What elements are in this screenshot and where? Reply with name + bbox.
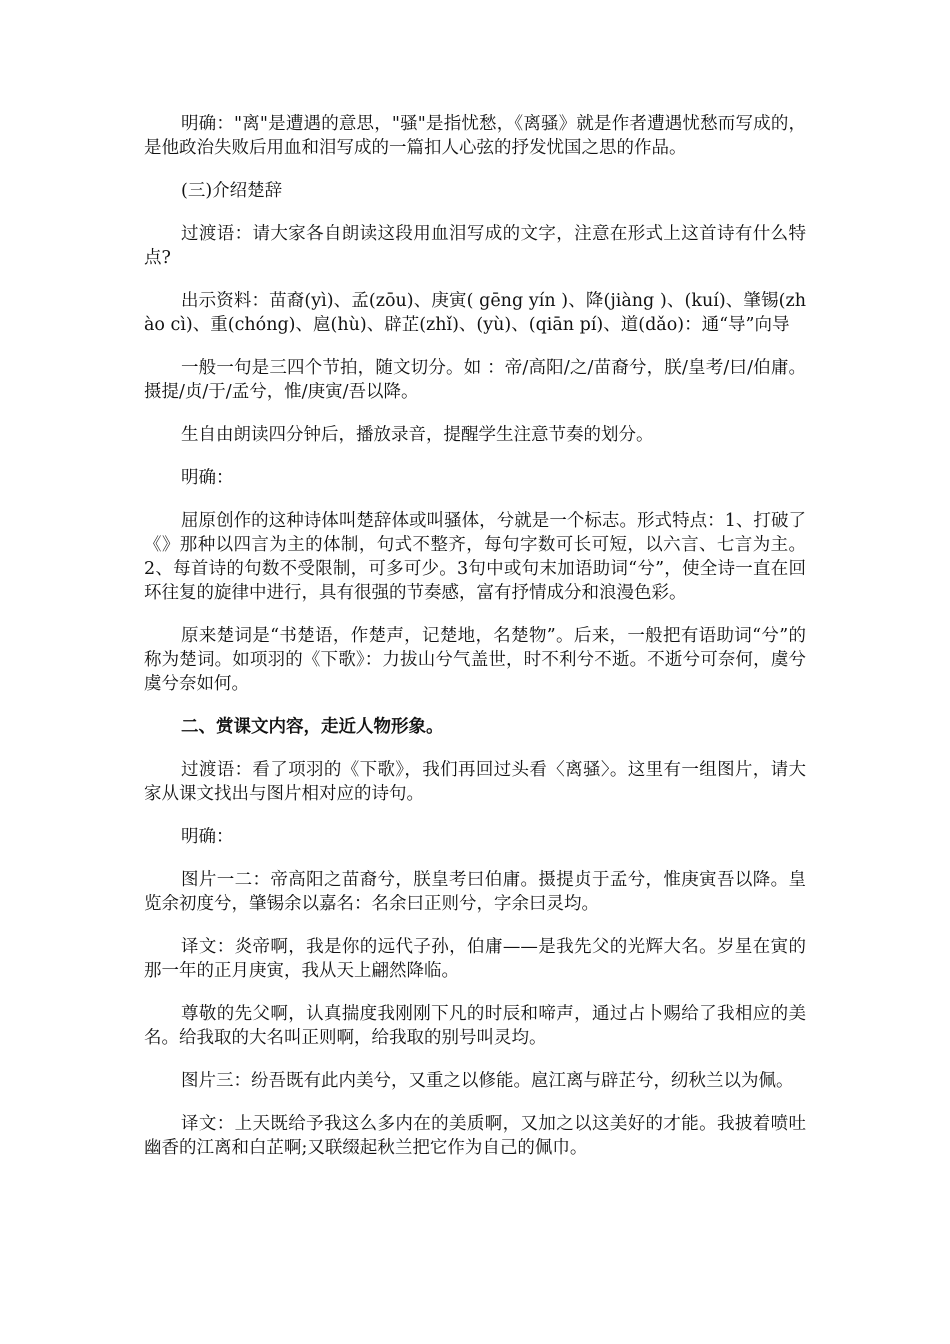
section-heading-chuci: (三)介绍楚辞 bbox=[181, 181, 283, 201]
paragraph-translation-2: 尊敬的先父啊，认真揣度我刚刚下凡的时辰和啼声，通过占卜赐给了我相应的美名。给我取的大名叫正则啊，给我取的别号叫灵均。 bbox=[144, 1004, 806, 1048]
paragraph-transition-1: 过渡语：请大家各自朗读这段用血泪写成的文字，注意在形式上这首诗有什么特点? bbox=[144, 224, 806, 268]
paragraph-picture-1-2: 图片一二：帝高阳之苗裔兮，朕皇考曰伯庸。摄提贞于孟兮，惟庚寅吾以降。皇览余初度兮，肇锡余以嘉名：名余曰正则兮，字余曰灵均。 bbox=[144, 870, 806, 914]
paragraph-rhythm: 一般一句是三四个节拍，随文切分。如 ：帝/高阳/之/苗裔兮，朕/皇考/曰/伯庸。摄提/贞/于/孟兮，惟/庚寅/吾以降。 bbox=[144, 358, 806, 402]
paragraph-translation-1: 译文：炎帝啊，我是你的远代子孙，伯庸——是我先父的光辉大名。岁星在寅的那一年的正月庚寅，我从天上翩然降临。 bbox=[144, 937, 806, 981]
paragraph-mingque-label-1: 明确： bbox=[181, 468, 234, 488]
paragraph-pronunciation-material: 出示资料：苗裔(yì)、孟(zōu)、庚寅( gēng yín )、降(jiàng )、(kuí)、肇锡(zhào cì)、重(chóng)、扈(hù)、辟芷(zhǐ)、(yù)、(qiān pí)、道(dǎo)：通“导”向导 bbox=[144, 291, 806, 335]
section-heading-content: 二、赏课文内容，走近人物形象。 bbox=[181, 717, 444, 737]
paragraph-picture-3: 图片三：纷吾既有此内美兮，又重之以修能。扈江离与辟芷兮，纫秋兰以为佩。 bbox=[181, 1071, 794, 1091]
paragraph-chuci-features: 屈原创作的这种诗体叫楚辞体或叫骚体，兮就是一个标志。形式特点：1、打破了《》那种以四言为主的体制，句式不整齐，每句字数可长可短，以六言、七言为主。2、每首诗的句数不受限制，可多可少。3句中或句末加语助词“兮”，使全诗一直在回环往复的旋律中进行，具有很强的节奏感，富有抒情成分和浪漫色彩。 bbox=[144, 511, 806, 603]
paragraph-mingque-label-2: 明确： bbox=[181, 827, 234, 847]
paragraph-transition-2: 过渡语：看了项羽的《下歌》，我们再回过头看〈离骚〉。这里有一组图片，请大家从课文找出与图片相对应的诗句。 bbox=[144, 760, 806, 804]
paragraph-reading-activity: 生自由朗读四分钟后，播放录音，提醒学生注意节奏的划分。 bbox=[181, 425, 654, 445]
paragraph-mingque-lisao: 明确："离"是遭遇的意思，"骚"是指忧愁，《离骚》就是作者遭遇忧愁而写成的，是他政治失败后用血和泪写成的一篇扣人心弦的抒发忧国之思的作品。 bbox=[144, 114, 806, 158]
paragraph-translation-3: 译文：上天既给予我这么多内在的美质啊，又加之以这美好的才能。我披着喷吐幽香的江离和白芷啊;又联缀起秋兰把它作为自己的佩巾。 bbox=[144, 1114, 806, 1158]
document-page bbox=[144, 112, 806, 1179]
paragraph-chuci-origin: 原来楚词是“书楚语，作楚声，记楚地，名楚物”。后来，一般把有语助词“兮”的称为楚词。如项羽的《下歌》：力拔山兮气盖世，时不利兮不逝。不逝兮可奈何，虞兮虞兮奈如何。 bbox=[144, 626, 806, 694]
